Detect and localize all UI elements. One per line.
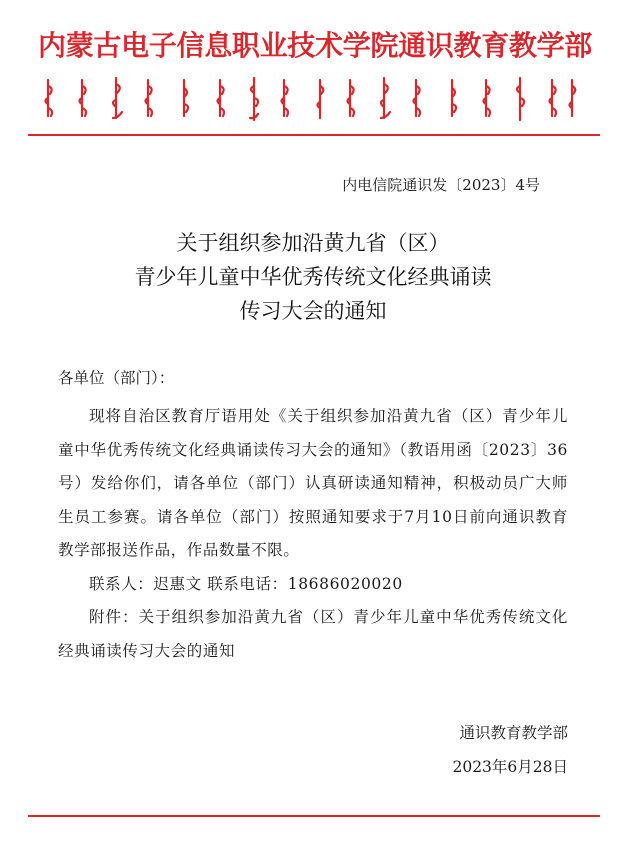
- title-line-2: 青少年儿童中华优秀传统文化经典诵读: [134, 265, 492, 289]
- header-divider: [28, 134, 600, 136]
- title-line-3: 传习大会的通知: [239, 299, 387, 323]
- mongolian-script-line: [42, 76, 582, 128]
- institution-masthead: 内蒙古电子信息职业技术学院通识教育教学部: [38, 29, 593, 62]
- body-paragraph: 现将自治区教育厅语用处《关于组织参加沿黄九省（区）青少年儿童中华优秀传统文化经典诵读传习大会的通知》（教语用函〔2023〕36号）发给你们，请各单位（部门）认真研读通知精神，积极动员广大师生员工参赛。请各单位（部门）按照通知要求于7月10日前向通识教育教学部报送作品，作品数量不限。: [58, 407, 568, 559]
- notice-title: [0, 226, 626, 328]
- contact-line: 联系人：迟惠文 联系电话：18686020020: [89, 574, 403, 593]
- title-line-1: 关于组织参加沿黄九省（区）: [176, 231, 450, 255]
- signing-department: 通识教育教学部: [459, 724, 568, 742]
- signature-block: [452, 716, 568, 784]
- footer-divider: [28, 815, 600, 817]
- document-number: 内电信院通识发〔2023〕4号: [342, 176, 540, 194]
- attachment-line: 附件：关于组织参加沿黄九省（区）青少年儿童中华优秀传统文化经典诵读传习大会的通知: [58, 608, 568, 660]
- salutation: 各单位（部门）：: [58, 369, 175, 387]
- signing-date: 2023年6月28日: [452, 758, 568, 776]
- notice-body: [58, 400, 568, 668]
